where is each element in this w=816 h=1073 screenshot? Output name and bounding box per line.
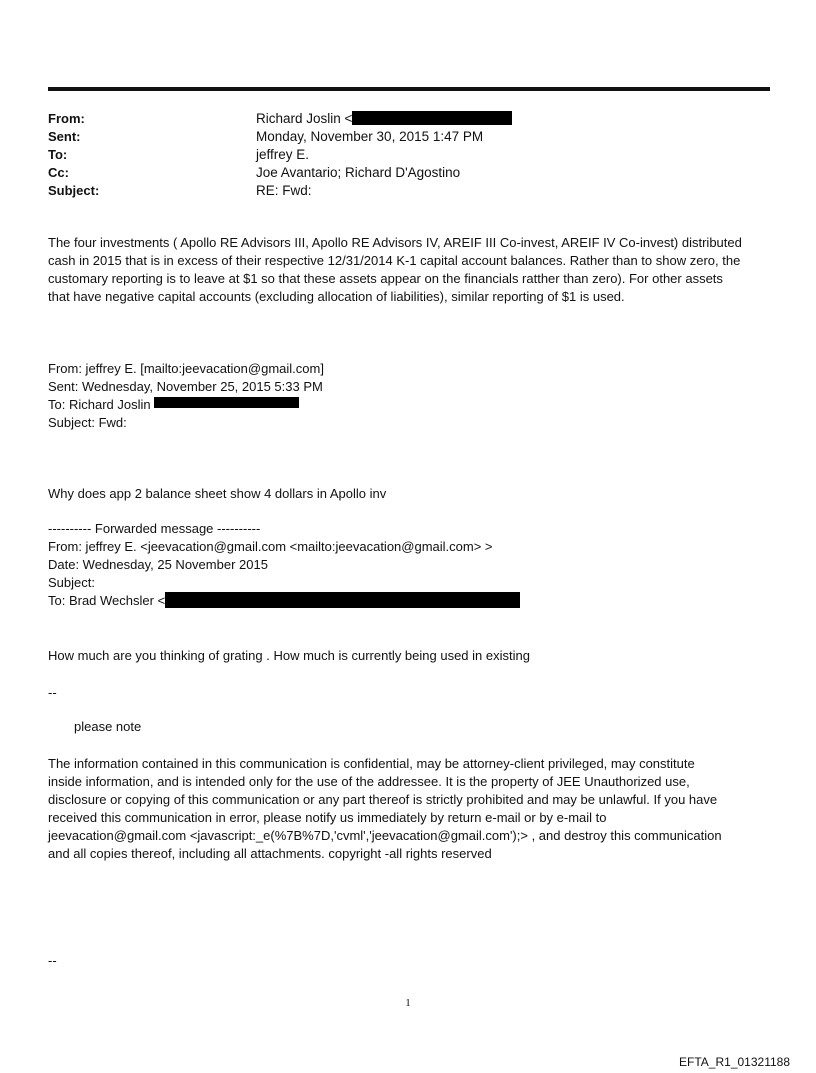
quoted-to-text: To: Richard Joslin <box>48 397 155 412</box>
sent-value: Monday, November 30, 2015 1:47 PM <box>256 128 484 144</box>
email-header <box>48 109 770 199</box>
quoted-from: From: jeffrey E. [mailto:jeevacation@gmail.com] <box>48 361 324 376</box>
page-number: 1 <box>405 997 411 1009</box>
cc-label: Cc: <box>48 164 69 180</box>
quoted-to <box>48 396 770 414</box>
forwarded-to <box>48 592 770 610</box>
quoted-sent: Sent: Wednesday, November 25, 2015 5:33 PM <box>48 379 323 394</box>
question-line: Why does app 2 balance sheet show 4 dollars in Apollo inv <box>48 486 387 501</box>
subject-label: Subject: <box>48 182 100 198</box>
forwarded-separator: ---------- Forwarded message ---------- <box>48 521 261 536</box>
disclaimer-line: inside information, and is intended only for the use of the addressee. It is the property of JEE Unauthorized use, <box>48 774 690 789</box>
disclaimer-line: and all copies thereof, including all attachments. copyright -all rights reserved <box>48 846 492 861</box>
reply-line: The four investments ( Apollo RE Advisors III, Apollo RE Advisors IV, AREIF III Co-invest, AREIF IV Co-invest) distributed <box>48 235 742 250</box>
grating-text <box>48 647 770 665</box>
to-label: To: <box>48 146 68 162</box>
forwarded-date: Date: Wednesday, 25 November 2015 <box>48 557 268 572</box>
reply-line: customary reporting is to leave at $1 so that these assets appear on the financials ratther than zero). For other assets <box>48 271 723 286</box>
disclaimer-line: The information contained in this communication is confidential, may be attorney-client privileged, may constitute <box>48 756 695 771</box>
grating-line: How much are you thinking of grating . How much is currently being used in existing <box>48 648 530 663</box>
sig-dash-line: -- <box>48 685 57 700</box>
header-to-row <box>48 145 770 163</box>
sig-dash-line: -- <box>48 953 57 968</box>
signature-dash <box>48 684 770 702</box>
question-text <box>48 485 770 503</box>
cc-value: Joe Avantario; Richard D'Agostino <box>256 164 461 180</box>
quoted-subject: Subject: Fwd: <box>48 415 127 430</box>
header-from-row <box>48 109 770 127</box>
bates-number: EFTA_R1_01321188 <box>679 1055 790 1069</box>
redaction-box <box>154 397 299 408</box>
from-value <box>256 110 512 127</box>
header-subject-row <box>48 181 770 199</box>
from-label: From: <box>48 110 85 126</box>
from-name: Richard Joslin < <box>256 110 353 126</box>
quoted-header <box>48 360 770 432</box>
disclaimer-line: jeevacation@gmail.com <javascript:_e(%7B%7D,'cvml','jeevacation@gmail.com');> , and destroy this communication <box>48 828 722 843</box>
sent-label: Sent: <box>48 128 81 144</box>
subject-value: RE: Fwd: <box>256 182 312 198</box>
header-rule <box>48 87 770 91</box>
signature-dash-2 <box>48 952 770 970</box>
redaction-box <box>165 592 520 608</box>
forwarded-subject: Subject: <box>48 575 95 590</box>
redaction-box <box>352 111 512 125</box>
reply-body <box>48 234 770 306</box>
reply-line: that have negative capital accounts (excluding allocation of liabilities), similar reporting of $1 is used. <box>48 289 625 304</box>
disclaimer <box>48 755 770 863</box>
disclaimer-line: disclosure or copying of this communication or any part thereof is strictly prohibited and may be unlawful. If you have <box>48 792 718 807</box>
to-value: jeffrey E. <box>256 146 310 162</box>
please-note <box>48 718 796 736</box>
forwarded-from: From: jeffrey E. <jeevacation@gmail.com <mailto:jeevacation@gmail.com> > <box>48 539 493 554</box>
header-cc-row <box>48 163 770 181</box>
forwarded-block <box>48 520 770 610</box>
disclaimer-line: received this communication in error, please notify us immediately by return e-mail or by e-mail to <box>48 810 607 825</box>
header-sent-row <box>48 127 770 145</box>
please-note-line: please note <box>74 719 142 734</box>
forwarded-to-text: To: Brad Wechsler < <box>48 593 166 608</box>
reply-line: cash in 2015 that is in excess of their respective 12/31/2014 K-1 capital account balances. Rather than to show zero, the <box>48 253 741 268</box>
